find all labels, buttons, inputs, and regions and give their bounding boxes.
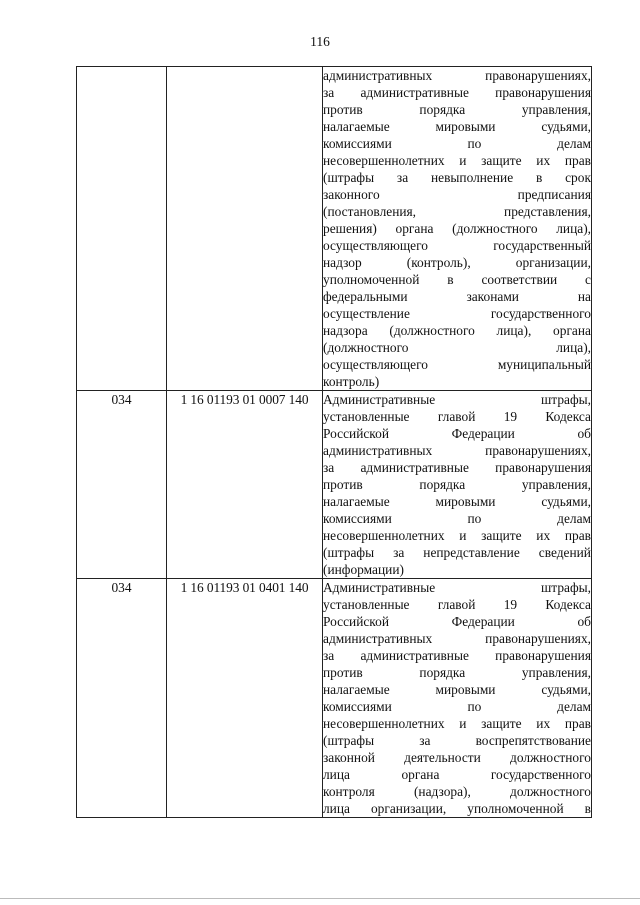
description-line [323, 544, 591, 561]
word: их [536, 153, 551, 168]
description-line [323, 579, 591, 596]
word: административных [323, 443, 433, 458]
word: воспрепятствование [475, 733, 591, 748]
description-line [323, 596, 591, 613]
table-row [77, 579, 592, 818]
description-line [323, 783, 591, 800]
word: за [323, 460, 335, 475]
word: (должностного [389, 323, 475, 338]
word: Кодекса [545, 409, 591, 424]
word: в [535, 170, 543, 185]
word: Федерации [451, 614, 515, 629]
word: правонарушениях, [485, 68, 591, 83]
word: органа [395, 221, 434, 236]
word: (надзора), [413, 784, 471, 799]
budget-classification-table [76, 66, 592, 818]
description-line [323, 476, 591, 493]
word: административные [360, 85, 469, 100]
word: (штрафы [323, 545, 375, 560]
word: административных [323, 68, 433, 83]
word: налагаемые [323, 682, 390, 697]
word: организации, [370, 801, 447, 816]
description-line [323, 715, 591, 732]
word: делам [557, 136, 591, 151]
description-cell [323, 67, 592, 391]
word: федеральными [323, 289, 408, 304]
word: управления, [521, 102, 591, 117]
word: сведений [538, 545, 591, 560]
table-row [77, 391, 592, 579]
description-line [323, 305, 591, 322]
word: об [577, 426, 591, 441]
word: за [396, 170, 409, 185]
word: мировыми [435, 119, 496, 134]
description-line [323, 203, 591, 220]
word: (штрафы [323, 170, 375, 185]
word: лица), [556, 221, 591, 236]
word: мировыми [435, 494, 496, 509]
description-cell [323, 391, 592, 579]
word: должностного [510, 784, 591, 799]
word: государственный [493, 238, 591, 253]
word: (должностного [452, 221, 538, 236]
description-line [323, 118, 591, 135]
word: правонарушениях, [485, 631, 591, 646]
word: лица), [496, 323, 532, 338]
description-line [323, 220, 591, 237]
description-line [323, 732, 591, 749]
word: Кодекса [545, 597, 591, 612]
word: государственного [490, 767, 591, 782]
word: правонарушения [495, 85, 591, 100]
word: организации, [515, 255, 591, 270]
description-line [323, 749, 591, 766]
word: (должностного [323, 340, 409, 355]
description-cell [323, 579, 592, 818]
word: непредставление [423, 545, 520, 560]
word: налагаемые [323, 494, 390, 509]
word: их [536, 716, 551, 731]
word: прав [564, 528, 591, 543]
word: законной [323, 750, 375, 765]
word: предписания [517, 187, 591, 202]
word: порядка [419, 665, 466, 680]
word: штрафы, [541, 580, 591, 595]
word: должностного [510, 750, 591, 765]
word: правонарушения [495, 648, 591, 663]
description-line [323, 493, 591, 510]
description-line [323, 647, 591, 664]
description-line [323, 339, 591, 356]
word: управления, [521, 477, 591, 492]
word: и [459, 528, 467, 543]
word: за [323, 648, 335, 663]
word: Российской [323, 614, 389, 629]
description-line [323, 288, 591, 305]
word: уполномоченной [323, 272, 420, 287]
word: деятельности [404, 750, 481, 765]
word: срок [565, 170, 591, 185]
description-line [323, 442, 591, 459]
description-line [323, 698, 591, 715]
word: административных [323, 631, 433, 646]
word: несовершеннолетних [323, 153, 445, 168]
description-line [323, 664, 591, 681]
word: лица), [556, 340, 591, 355]
word: порядка [419, 477, 466, 492]
word: комиссиями [323, 511, 392, 526]
description-line [323, 800, 591, 817]
word: 19 [503, 409, 518, 424]
word: Административные [323, 392, 436, 407]
word: (информации) [323, 562, 404, 577]
word: комиссиями [323, 699, 392, 714]
admin-code-cell: 034 [77, 579, 167, 818]
word: налагаемые [323, 119, 390, 134]
word: законами [466, 289, 519, 304]
word: представления, [504, 204, 591, 219]
word: уполномоченной [467, 801, 564, 816]
page-bottom-edge [0, 898, 640, 899]
word: (контроль), [406, 255, 471, 270]
description-line [323, 425, 591, 442]
word: их [536, 528, 551, 543]
word: установленные [323, 409, 410, 424]
word: за [419, 733, 431, 748]
admin-code-cell: 034 [77, 391, 167, 579]
word: правонарушениях, [485, 443, 591, 458]
word: государственного [490, 306, 591, 321]
word: главой [437, 409, 476, 424]
word: в [584, 801, 591, 816]
table-row [77, 67, 592, 391]
word: административные [360, 648, 469, 663]
word: защите [481, 528, 522, 543]
description-line [323, 84, 591, 101]
word: мировыми [435, 682, 496, 697]
word: по [467, 511, 482, 526]
word: решения) [323, 221, 377, 236]
word: против [323, 102, 363, 117]
word: по [467, 699, 482, 714]
word: против [323, 477, 363, 492]
word: судьями, [541, 119, 591, 134]
word: и [459, 153, 467, 168]
word: против [323, 665, 363, 680]
word: контроль) [323, 374, 380, 389]
word: за [323, 85, 335, 100]
description-line [323, 561, 591, 578]
description-line [323, 271, 591, 288]
word: по [467, 136, 482, 151]
description-line [323, 135, 591, 152]
word: законного [323, 187, 380, 202]
word: прав [564, 716, 591, 731]
word: штрафы, [541, 392, 591, 407]
word: порядка [419, 102, 466, 117]
word: судьями, [541, 682, 591, 697]
word: муниципальный [497, 357, 591, 372]
word: за [393, 545, 405, 560]
description-line [323, 373, 591, 390]
word: контроля [323, 784, 375, 799]
word: делам [557, 699, 591, 714]
word: защите [481, 153, 522, 168]
word: Федерации [451, 426, 515, 441]
description-line [323, 766, 591, 783]
description-line [323, 681, 591, 698]
description-line [323, 169, 591, 186]
word: административные [360, 460, 469, 475]
page-number: 116 [310, 34, 330, 49]
word: осуществляющего [323, 238, 428, 253]
word: осуществляющего [323, 357, 428, 372]
admin-code-cell [77, 67, 167, 391]
word: Административные [323, 580, 436, 595]
description-line [323, 67, 591, 84]
word: (штрафы [323, 733, 375, 748]
description-line [323, 356, 591, 373]
word: правонарушения [495, 460, 591, 475]
word: органа [401, 767, 440, 782]
description-line [323, 101, 591, 118]
budget-code-cell: 1 16 01193 01 0401 140 [167, 579, 323, 818]
word: и [459, 716, 467, 731]
word: Российской [323, 426, 389, 441]
description-line [323, 459, 591, 476]
word: прав [564, 153, 591, 168]
word: лица [323, 767, 350, 782]
description-line [323, 613, 591, 630]
description-line [323, 630, 591, 647]
word: об [577, 614, 591, 629]
word: 19 [503, 597, 518, 612]
description-line [323, 391, 591, 408]
description-line [323, 186, 591, 203]
word: главой [437, 597, 476, 612]
word: осуществление [323, 306, 410, 321]
word: лица [323, 801, 350, 816]
word: с [585, 272, 591, 287]
description-line [323, 237, 591, 254]
word: надзора [323, 323, 368, 338]
budget-code-cell: 1 16 01193 01 0007 140 [167, 391, 323, 579]
word: судьями, [541, 494, 591, 509]
description-line [323, 254, 591, 271]
word: несовершеннолетних [323, 528, 445, 543]
word: управления, [521, 665, 591, 680]
description-line [323, 152, 591, 169]
word: в [447, 272, 454, 287]
word: органа [553, 323, 591, 338]
word: комиссиями [323, 136, 392, 151]
word: (постановления, [323, 204, 417, 219]
budget-code-cell [167, 67, 323, 391]
word: защите [481, 716, 522, 731]
word: несовершеннолетних [323, 716, 445, 731]
word: невыполнение [430, 170, 514, 185]
word: соответствии [481, 272, 558, 287]
description-line [323, 510, 591, 527]
word: на [577, 289, 591, 304]
word: делам [557, 511, 591, 526]
description-line [323, 322, 591, 339]
description-line [323, 408, 591, 425]
description-line [323, 527, 591, 544]
word: надзор [323, 255, 362, 270]
word: установленные [323, 597, 410, 612]
